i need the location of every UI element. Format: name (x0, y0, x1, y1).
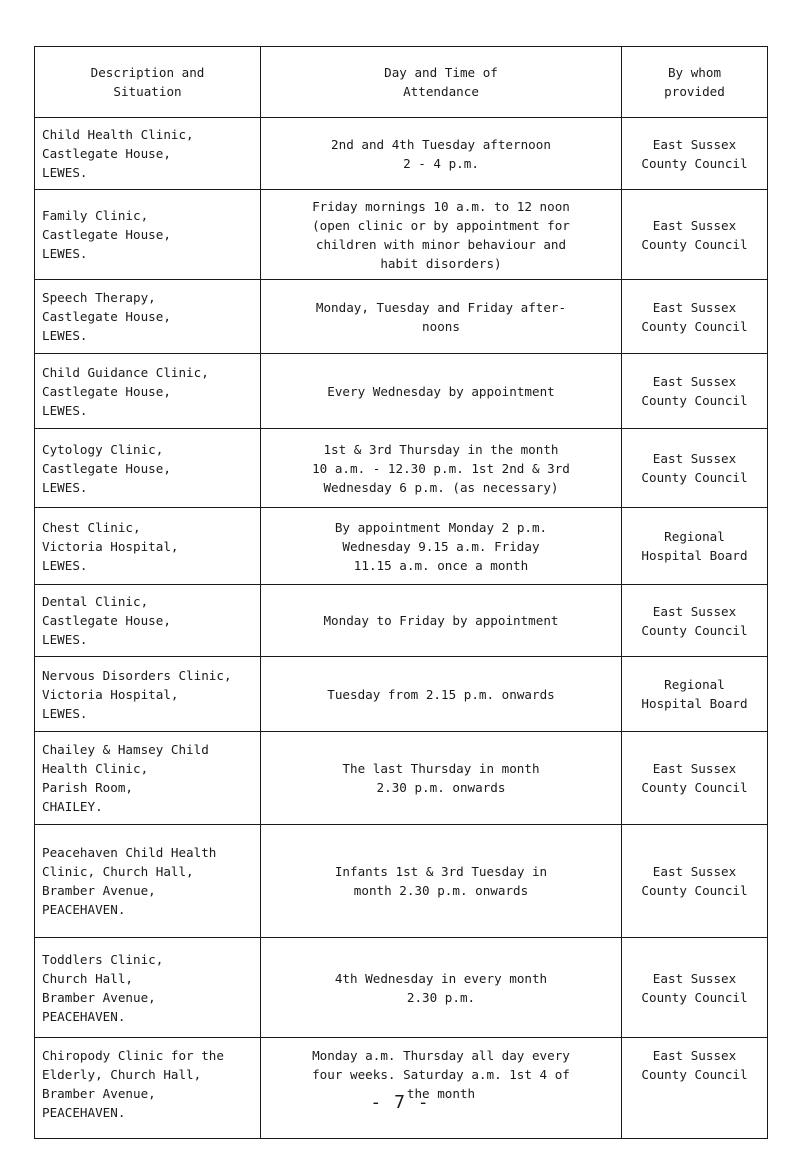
day-time-cell: Monday a.m. Thursday all day every four weeks. Saturday a.m. 1st 4 of the month (261, 1038, 622, 1139)
description-cell: Chiropody Clinic for the Elderly, Church Hall, Bramber Avenue, PEACEHAVEN. (35, 1038, 261, 1139)
header-day-time: Day and Time of Attendance (261, 47, 622, 118)
description-cell: Child Health Clinic, Castlegate House, LEWES. (35, 118, 261, 190)
provider-cell: Regional Hospital Board (622, 657, 768, 732)
description-cell: Peacehaven Child Health Clinic, Church Hall, Bramber Avenue, PEACEHAVEN. (35, 825, 261, 938)
table-header (35, 47, 768, 118)
table-row (35, 585, 768, 657)
header-provider: By whom provided (622, 47, 768, 118)
provider-cell: East Sussex County Council (622, 354, 768, 429)
provider-cell: East Sussex County Council (622, 732, 768, 825)
provider-cell: East Sussex County Council (622, 118, 768, 190)
table-row (35, 508, 768, 585)
description-cell: Family Clinic, Castlegate House, LEWES. (35, 190, 261, 280)
table-row (35, 354, 768, 429)
provider-cell: East Sussex County Council (622, 585, 768, 657)
table-row (35, 732, 768, 825)
description-cell: Nervous Disorders Clinic, Victoria Hospital, LEWES. (35, 657, 261, 732)
day-time-cell: The last Thursday in month 2.30 p.m. onwards (261, 732, 622, 825)
provider-cell: East Sussex County Council (622, 280, 768, 354)
provider-cell: East Sussex County Council (622, 938, 768, 1038)
day-time-cell: 1st & 3rd Thursday in the month 10 a.m. - 12.30 p.m. 1st 2nd & 3rd Wednesday 6 p.m. (as necessary) (261, 429, 622, 508)
description-cell: Child Guidance Clinic, Castlegate House, LEWES. (35, 354, 261, 429)
table-row (35, 657, 768, 732)
table-row (35, 938, 768, 1038)
header-description: Description and Situation (35, 47, 261, 118)
header-row (35, 47, 768, 118)
table-body (35, 118, 768, 1139)
day-time-cell: By appointment Monday 2 p.m. Wednesday 9.15 a.m. Friday 11.15 a.m. once a month (261, 508, 622, 585)
day-time-cell: Tuesday from 2.15 p.m. onwards (261, 657, 622, 732)
table-row (35, 825, 768, 938)
day-time-cell: Monday to Friday by appointment (261, 585, 622, 657)
day-time-cell: Monday, Tuesday and Friday after- noons (261, 280, 622, 354)
page-number: - 7 - (370, 1092, 430, 1113)
day-time-cell: 4th Wednesday in every month 2.30 p.m. (261, 938, 622, 1038)
day-time-cell: 2nd and 4th Tuesday afternoon 2 - 4 p.m. (261, 118, 622, 190)
provider-cell: East Sussex County Council (622, 825, 768, 938)
table-row (35, 429, 768, 508)
clinic-schedule-table (34, 46, 768, 1139)
table-row (35, 1038, 768, 1139)
day-time-cell: Every Wednesday by appointment (261, 354, 622, 429)
provider-cell: East Sussex County Council (622, 190, 768, 280)
description-cell: Chailey & Hamsey Child Health Clinic, Parish Room, CHAILEY. (35, 732, 261, 825)
table-row (35, 118, 768, 190)
description-cell: Dental Clinic, Castlegate House, LEWES. (35, 585, 261, 657)
provider-cell: East Sussex County Council (622, 1038, 768, 1139)
description-cell: Cytology Clinic, Castlegate House, LEWES. (35, 429, 261, 508)
description-cell: Chest Clinic, Victoria Hospital, LEWES. (35, 508, 261, 585)
day-time-cell: Friday mornings 10 a.m. to 12 noon (open clinic or by appointment for children with minor behaviour and habit disorders) (261, 190, 622, 280)
description-cell: Toddlers Clinic, Church Hall, Bramber Avenue, PEACEHAVEN. (35, 938, 261, 1038)
provider-cell: East Sussex County Council (622, 429, 768, 508)
description-cell: Speech Therapy, Castlegate House, LEWES. (35, 280, 261, 354)
provider-cell: Regional Hospital Board (622, 508, 768, 585)
table-row (35, 280, 768, 354)
table-row (35, 190, 768, 280)
day-time-cell: Infants 1st & 3rd Tuesday in month 2.30 p.m. onwards (261, 825, 622, 938)
